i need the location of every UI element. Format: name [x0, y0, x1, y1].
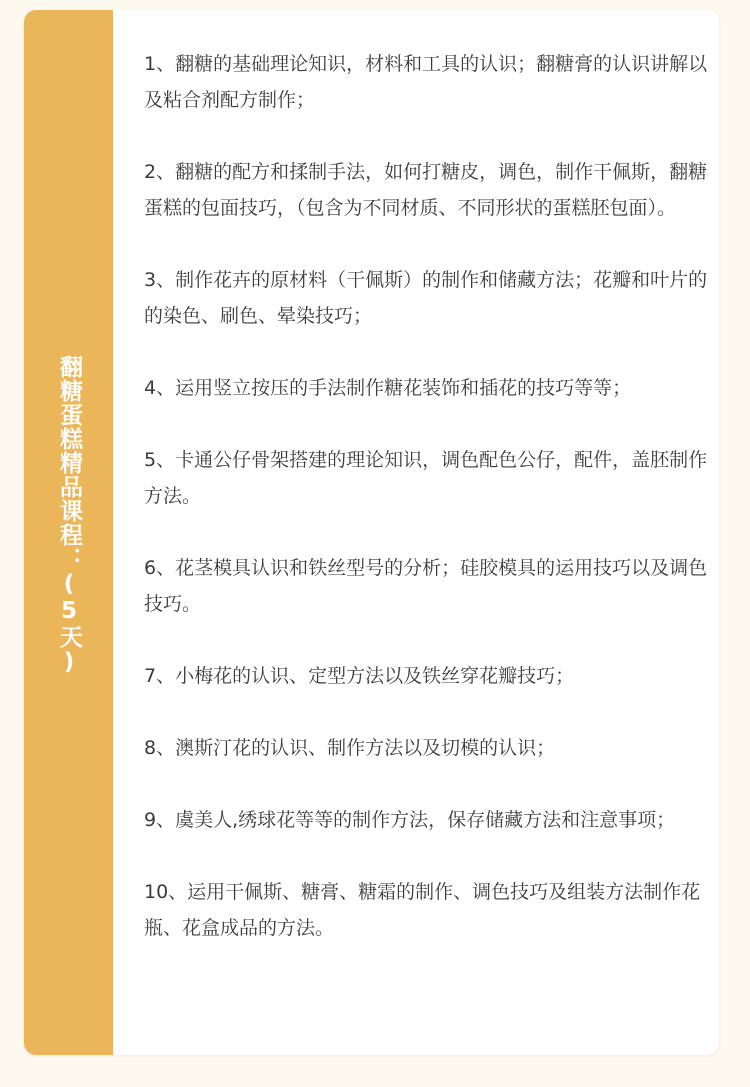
- list-item: 9、虞美人,绣球花等等的制作方法，保存储藏方法和注意事项；: [144, 809, 676, 831]
- list-item: 6、花茎模具认识和铁丝型号的分析；硅胶模具的运用技巧以及调色技巧。: [144, 557, 708, 615]
- list-item: 5、卡通公仔骨架搭建的理论知识，调色配色公仔，配件，盖胚制作方法。: [144, 449, 708, 507]
- list-item: 3、制作花卉的原材料（干佩斯）的制作和储藏方法；花瓣和叶片的的染色、刷色、晕染技巧；: [144, 269, 708, 327]
- list-item: 10、运用干佩斯、糖膏、糖霜的制作、调色技巧及组装方法制作花瓶、花盒成品的方法。: [144, 881, 701, 939]
- list-item: 2、翻糖的配方和揉制手法，如何打糖皮，调色，制作干佩斯，翻糖蛋糕的包面技巧，（包含为不同材质、不同形状的蛋糕胚包面）。: [144, 161, 708, 219]
- sidebar-title-wrap: [24, 355, 113, 675]
- sidebar-accent: [24, 10, 113, 1055]
- list-item: 7、小梅花的认识、定型方法以及铁丝穿花瓣技巧；: [144, 665, 575, 687]
- sidebar-title: 翻糖蛋糕精品课程：(5天): [56, 355, 82, 676]
- course-list: [144, 46, 710, 982]
- list-item: 1、翻糖的基础理论知识，材料和工具的认识；翻糖膏的认识讲解以及粘合剂配方制作；: [144, 53, 708, 111]
- course-card: [24, 10, 719, 1055]
- list-item: 8、澳斯汀花的认识、制作方法以及切模的认识；: [144, 737, 556, 759]
- list-item: 4、运用竖立按压的手法制作糖花装饰和插花的技巧等等；: [144, 377, 632, 399]
